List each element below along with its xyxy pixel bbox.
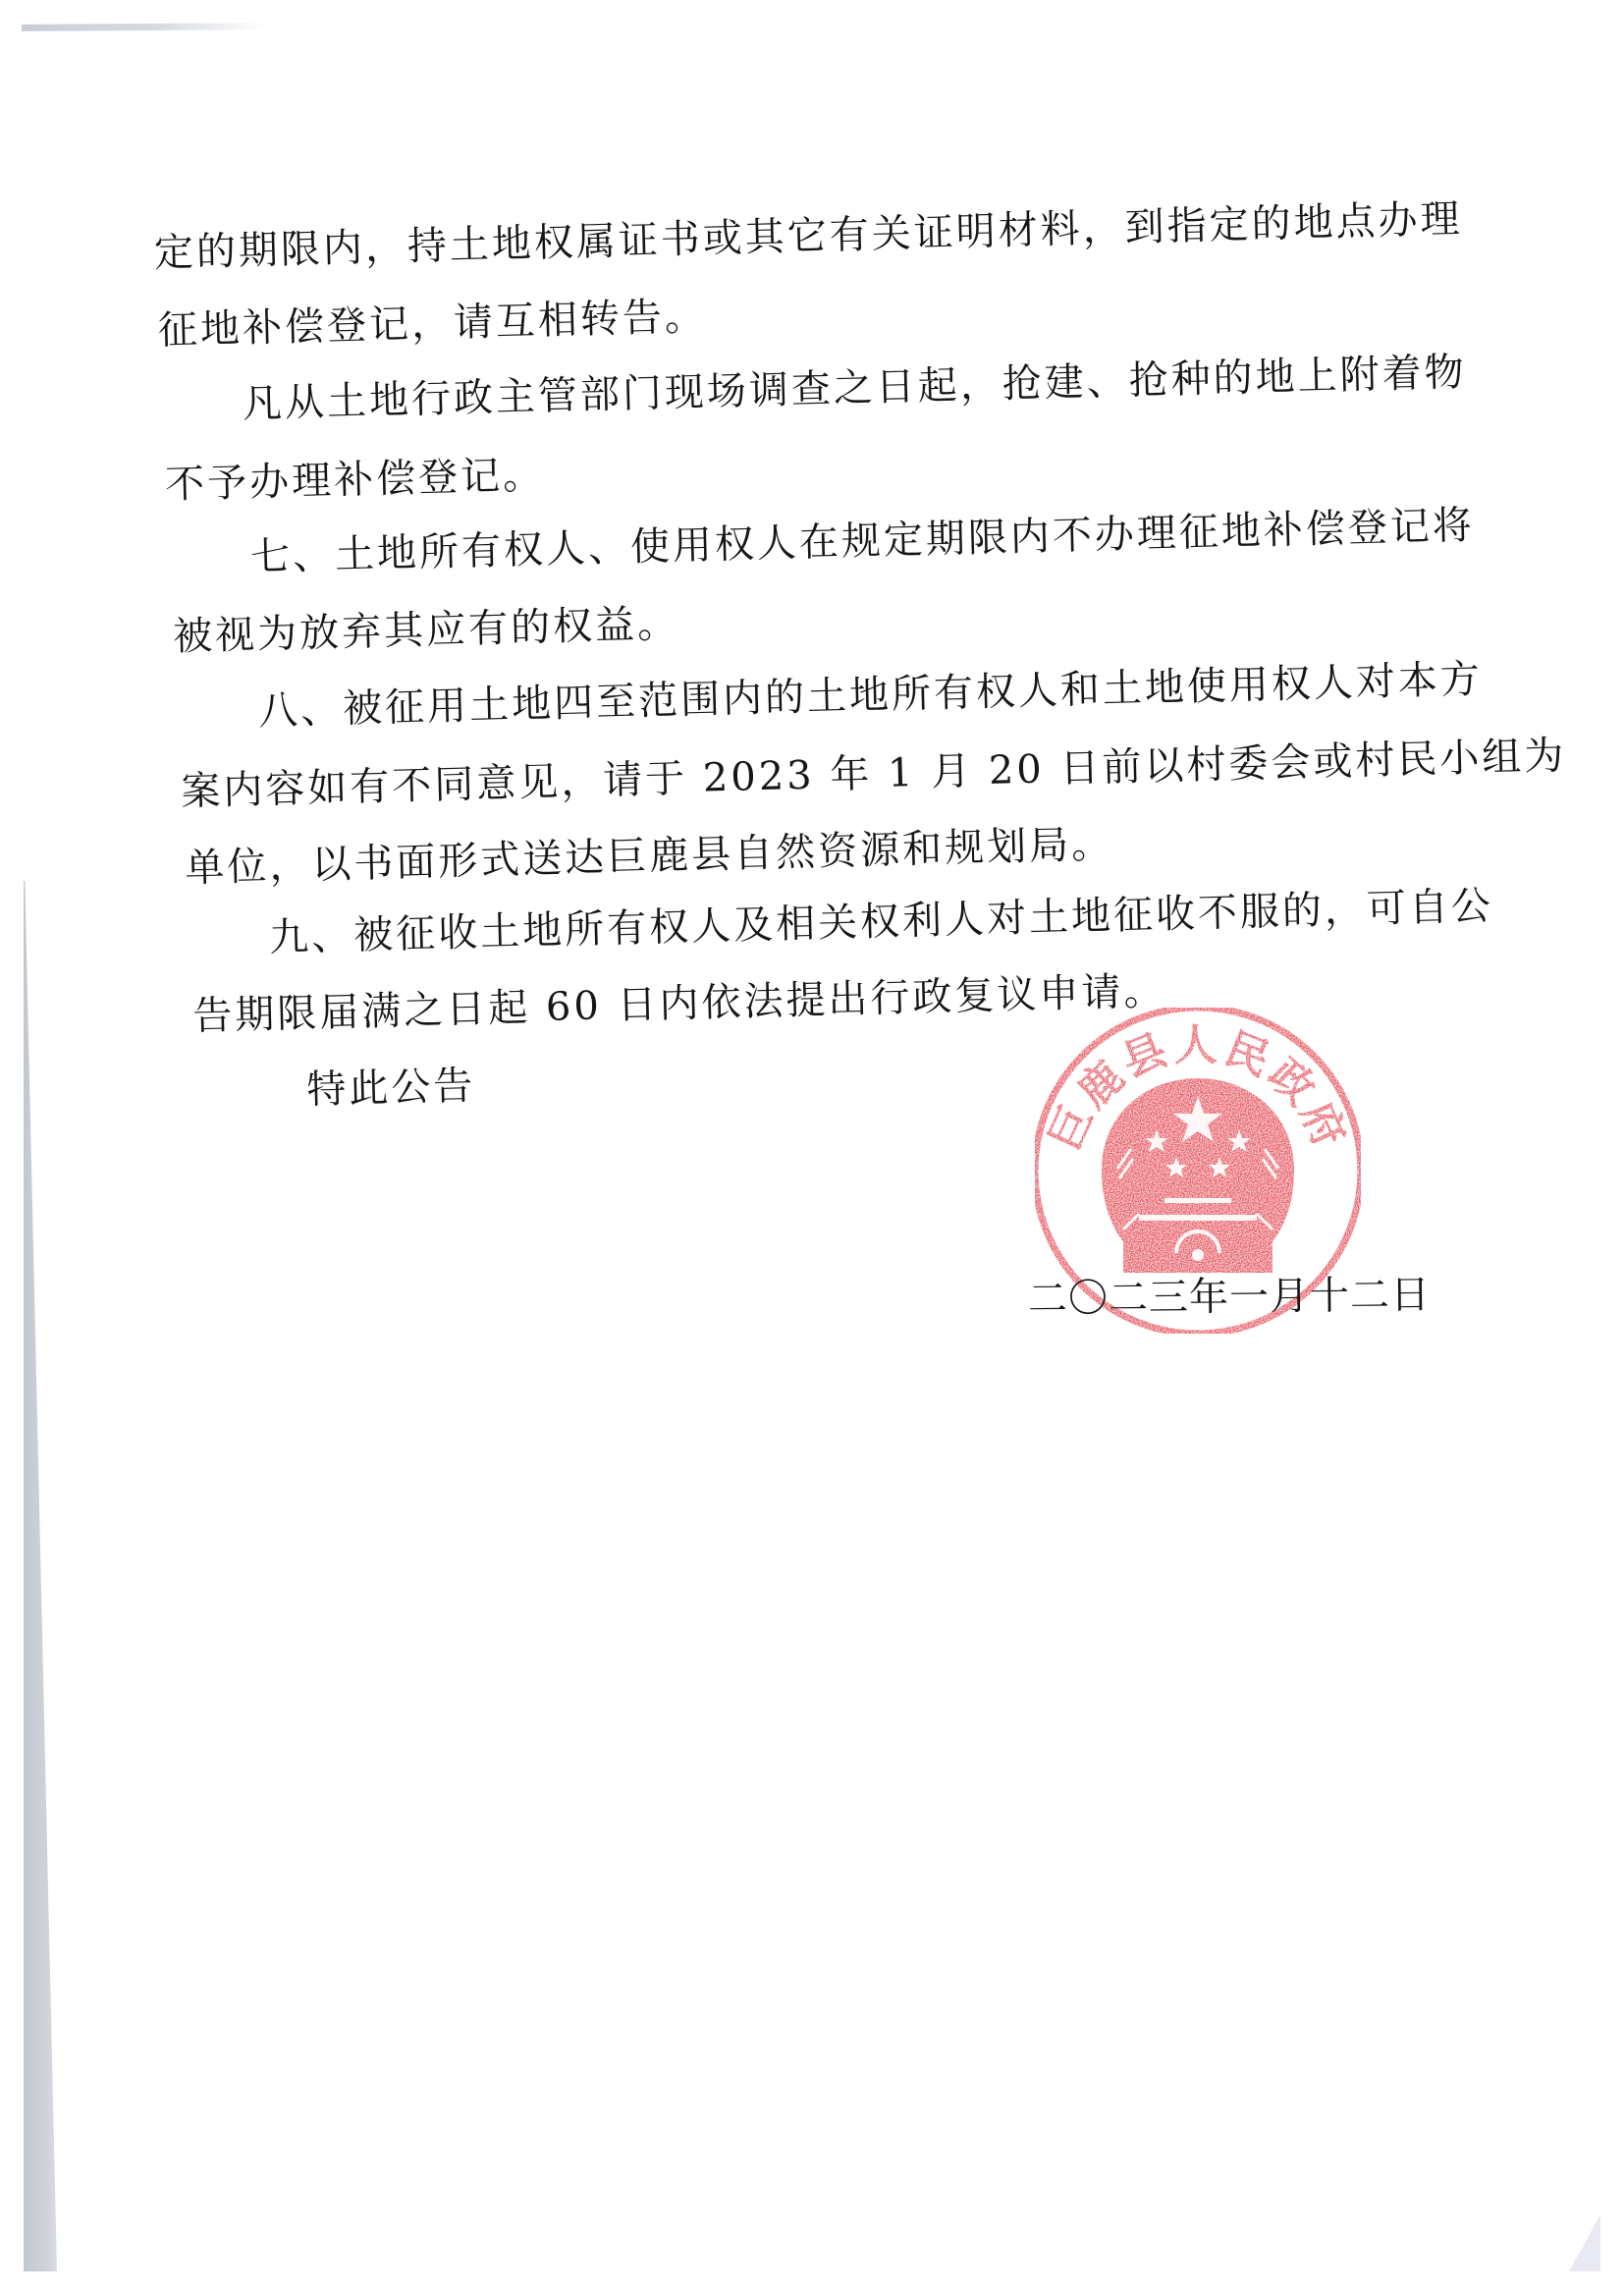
scan-edge-artifact-right: [1569, 2214, 1600, 2271]
body-line-9: 单位，以书面形式送达巨鹿县自然资源和规划局。: [184, 821, 1114, 892]
clause-7: 七、土地所有权人、使用权人在规定期限内不办理征地补偿登记将: [249, 502, 1476, 580]
closing-phrase: 特此公告: [305, 1063, 476, 1114]
body-line-1: 定的期限内，持土地权属证书或其它有关证明材料，到指定的地点办理: [153, 196, 1464, 277]
body-line-6: 被视为放弃其应有的权益。: [172, 601, 680, 660]
body-line-11: 告期限届满之日起 60 日内依法提出行政复议申请。: [191, 968, 1166, 1040]
svg-text:巨鹿县人民政府: 巨鹿县人民政府: [1039, 1020, 1357, 1159]
clause-9: 九、被征收土地所有权人及相关权利人对土地征收不服的，可自公: [268, 883, 1494, 961]
paragraph-structures-clause: 凡从土地行政主管部门现场调查之日起，抢建、抢种的地上附着物: [242, 350, 1468, 427]
clause-8: 八、被征用土地四至范围内的土地所有权人和土地使用权人对本方: [257, 656, 1484, 735]
body-line-8: 案内容如有不同意见，请于 2023 年 1 月 20 日前以村委会或村民小组为: [180, 733, 1567, 815]
national-emblem-icon: [1102, 1078, 1294, 1273]
issue-date: 二〇二三年一月十二日: [1027, 1272, 1432, 1322]
body-line-4: 不予办理补偿登记。: [164, 452, 546, 508]
body-line-2: 征地补偿登记，请互相转告。: [157, 294, 708, 354]
